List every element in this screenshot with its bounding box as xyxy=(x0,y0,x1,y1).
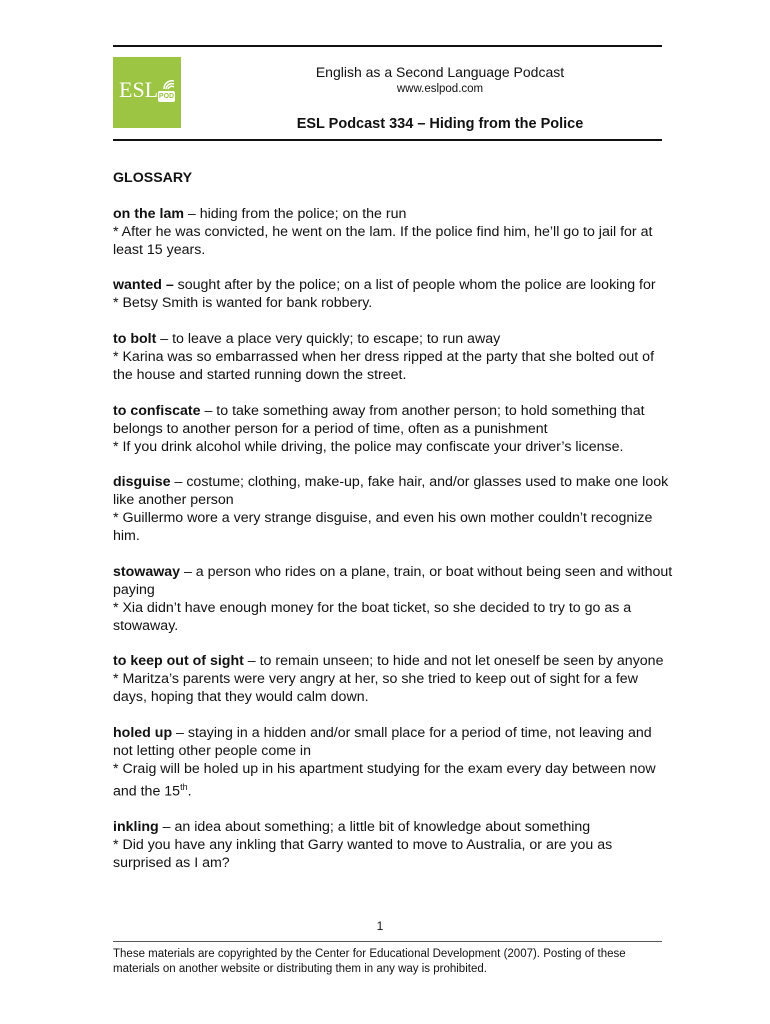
glossary-entry xyxy=(113,277,673,313)
publication-title: English as a Second Language Podcast xyxy=(315,64,565,80)
glossary-entry xyxy=(113,653,673,707)
entry-example: * Guillermo wore a very strange disguise, and even his own mother couldn’t recognize him. xyxy=(113,510,653,545)
entry-term: stowaway xyxy=(113,563,181,580)
entry-term: to keep out of sight xyxy=(113,653,244,670)
header-top-rule xyxy=(113,45,662,47)
publication-url: www.eslpod.com xyxy=(396,83,484,95)
entry-example: * Maritza’s parents were very angry at her, so she tried to keep out of sight for a few days, hoping that they would calm down. xyxy=(113,671,638,706)
glossary-section xyxy=(113,170,673,891)
glossary-entry xyxy=(113,331,673,385)
entry-definition: – an idea about something; a little bit of knowledge about something xyxy=(158,819,591,836)
glossary-entry xyxy=(113,206,673,260)
entry-example: * Did you have any inkling that Garry wanted to move to Australia, or are you as surprised as I am? xyxy=(113,837,613,872)
entry-term: to confiscate xyxy=(113,402,201,419)
entry-term: to bolt xyxy=(113,331,157,348)
footer-rule xyxy=(113,941,662,942)
entry-term: disguise xyxy=(113,474,171,491)
entry-example: * Xia didn’t have enough money for the boat ticket, so she decided to try to go as a stowaway. xyxy=(113,599,632,634)
entry-definition-line xyxy=(113,819,673,837)
entry-example-line xyxy=(113,761,673,802)
logo-text: ESL xyxy=(119,77,159,102)
glossary-entry xyxy=(113,403,673,457)
entry-definition: – to take something away from another person; to hold something that belongs to another person for a period of time, often as a punishment xyxy=(113,402,645,437)
glossary-heading: GLOSSARY xyxy=(113,170,193,186)
entry-definition-line xyxy=(113,474,673,510)
entry-term: on the lam xyxy=(113,205,184,222)
entry-definition: – to leave a place very quickly; to escape; to run away xyxy=(156,331,501,348)
entry-example: * Betsy Smith is wanted for bank robbery. xyxy=(113,295,373,312)
entry-term: holed up xyxy=(113,724,173,741)
copyright-notice: These materials are copyrighted by the Center for Educational Development (2007). Posting of these materials on another website or distributing them in any way is prohibited. xyxy=(113,948,626,975)
logo-badge: POD xyxy=(158,93,175,100)
glossary-entry xyxy=(113,564,673,636)
eslpod-logo xyxy=(113,57,181,128)
entry-term: wanted – xyxy=(113,277,174,294)
episode-title: ESL Podcast 334 – Hiding from the Police xyxy=(296,116,584,132)
page-number: 1 xyxy=(376,919,384,933)
header-bottom-rule xyxy=(113,139,662,141)
entry-definition: – hiding from the police; on the run xyxy=(183,205,407,222)
entry-definition: sought after by the police; on a list of people whom the police are looking for xyxy=(173,277,656,294)
glossary-entry xyxy=(113,474,673,546)
entry-example: * If you drink alcohol while driving, the police may confiscate your driver’s license. xyxy=(113,438,624,455)
ordinal-suffix: th xyxy=(180,781,188,792)
entry-definition-line xyxy=(113,725,673,761)
entry-definition-line xyxy=(113,403,673,439)
entry-example-tail: . xyxy=(187,783,192,800)
entry-definition-line xyxy=(113,653,673,671)
entry-definition-line xyxy=(113,277,673,295)
entry-term: inkling xyxy=(113,819,159,836)
entry-example: * After he was convicted, he went on the lam. If the police find him, he’ll go to jail for at least 15 years. xyxy=(113,223,653,258)
entry-definition: – a person who rides on a plane, train, or boat without being seen and without paying xyxy=(113,563,673,598)
entry-example: * Karina was so embarrassed when her dress ripped at the party that she bolted out of the house and started running down the street. xyxy=(113,349,655,383)
entry-example: * Craig will be holed up in his apartment studying for the exam every day between now and the 15 xyxy=(113,760,656,800)
entry-definition: – costume; clothing, make-up, fake hair, and/or glasses used to make one look like another person xyxy=(113,474,669,509)
glossary-entry xyxy=(113,725,673,801)
entry-definition-line xyxy=(113,206,673,224)
entry-definition: – staying in a hidden and/or small place for a period of time, not leaving and not letting other people come in xyxy=(113,724,652,759)
podcast-waves-icon xyxy=(162,77,176,91)
entry-definition-line xyxy=(113,331,673,349)
entry-definition: – to remain unseen; to hide and not let oneself be seen by anyone xyxy=(243,653,664,670)
entry-definition-line xyxy=(113,564,673,600)
glossary-entry xyxy=(113,819,673,873)
